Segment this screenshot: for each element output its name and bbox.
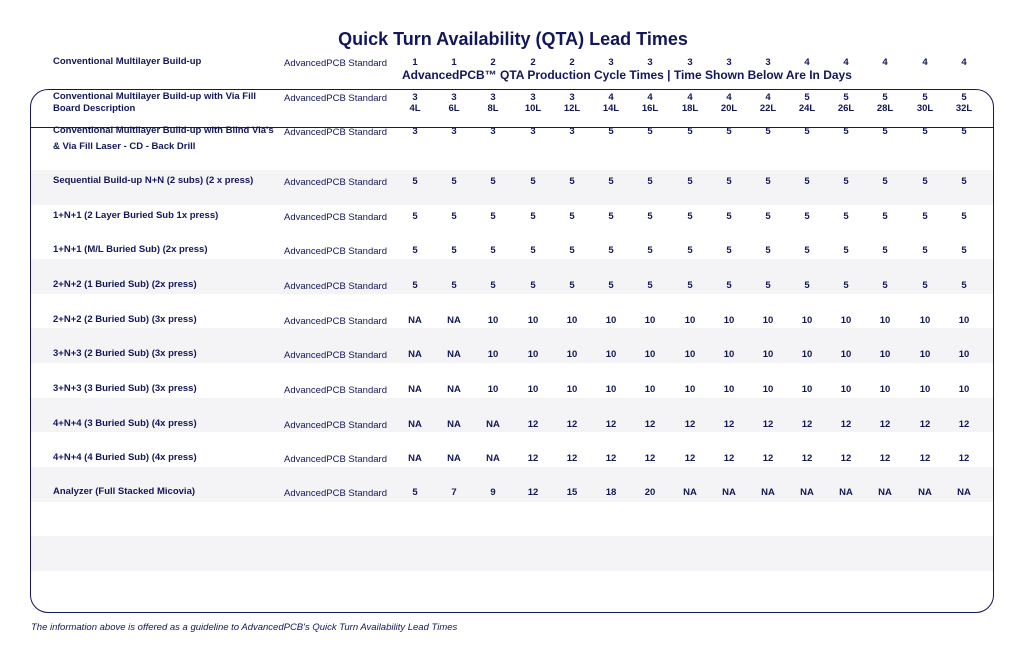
lead-time-cell: 10 (566, 349, 578, 360)
lead-time-cell: 10 (879, 384, 891, 395)
lead-time-cell: 10 (487, 384, 499, 395)
lead-time-cell: 12 (762, 419, 774, 430)
lead-time-cell: 10 (762, 384, 774, 395)
lead-time-cell: 5 (412, 487, 418, 498)
lead-time-cell: 10 (879, 349, 891, 360)
lead-time-cell: 5 (804, 92, 810, 103)
lead-time-cell: 3 (765, 57, 771, 68)
lead-time-cell: 2 (530, 57, 536, 68)
lead-time-cell: 20 (644, 487, 656, 498)
board-description: Conventional Multilayer Build-up with Via Fill (53, 91, 257, 102)
lead-time-cell: 5 (882, 280, 888, 291)
lead-time-cell: 12 (762, 453, 774, 464)
lead-time-cell: 10 (566, 384, 578, 395)
header-board-description: Board Description (53, 103, 136, 114)
lead-time-cell: 3 (569, 92, 575, 103)
lead-time-cell: 5 (451, 176, 457, 187)
lead-time-cell: 12 (801, 419, 813, 430)
lead-time-cell: 10 (644, 349, 656, 360)
lead-time-cell: 3 (412, 126, 418, 137)
lead-time-cell: 3 (530, 92, 536, 103)
lead-time-cell: 4 (843, 57, 849, 68)
lead-time-cell: 1 (412, 57, 418, 68)
lead-time-cell: NA (408, 453, 422, 464)
standard-label: AdvancedPCB Standard (284, 385, 387, 396)
board-description: 3+N+3 (2 Buried Sub) (3x press) (53, 348, 197, 359)
lead-time-cell: 3 (490, 92, 496, 103)
lead-time-cell: NA (447, 419, 461, 430)
lead-time-cell: 5 (843, 280, 849, 291)
lead-time-cell: 5 (804, 176, 810, 187)
board-description: 2+N+2 (2 Buried Sub) (3x press) (53, 314, 197, 325)
lead-time-cell: NA (957, 487, 971, 498)
lead-time-cell: 5 (922, 211, 928, 222)
lead-time-cell: 3 (490, 126, 496, 137)
lead-time-cell: 12 (644, 453, 656, 464)
lead-time-cell: 5 (961, 126, 967, 137)
lead-time-cell: 5 (882, 245, 888, 256)
lead-time-cell: 10 (723, 349, 735, 360)
lead-time-cell: 5 (687, 280, 693, 291)
table-row (31, 486, 993, 611)
board-description: 2+N+2 (1 Buried Sub) (2x press) (53, 279, 197, 290)
lead-time-cell: 5 (804, 126, 810, 137)
lead-time-cell: 5 (843, 211, 849, 222)
lead-time-cell: 5 (765, 126, 771, 137)
lead-time-cell: 12 (958, 419, 970, 430)
header-layer: 6L (448, 103, 460, 114)
lead-time-cell: 10 (527, 315, 539, 326)
board-description: 4+N+4 (4 Buried Sub) (4x press) (53, 452, 197, 463)
lead-time-cell: 12 (527, 487, 539, 498)
lead-time-cell: 12 (879, 453, 891, 464)
lead-time-cell: 12 (801, 453, 813, 464)
lead-time-cell: 5 (843, 126, 849, 137)
lead-time-cell: NA (800, 487, 814, 498)
lead-time-cell: 9 (490, 487, 496, 498)
lead-time-cell: 5 (451, 245, 457, 256)
lead-time-cell: 3 (647, 57, 653, 68)
lead-time-cell: 12 (958, 453, 970, 464)
lead-time-cell: 10 (605, 384, 617, 395)
lead-time-cell: 3 (451, 126, 457, 137)
lead-time-cell: 10 (762, 349, 774, 360)
lead-time-cell: 5 (647, 211, 653, 222)
lead-time-cell: NA (447, 453, 461, 464)
lead-time-cell: 5 (843, 92, 849, 103)
lead-time-cell: 12 (919, 419, 931, 430)
lead-time-cell: 10 (919, 384, 931, 395)
lead-time-cell: 5 (608, 126, 614, 137)
board-description: 4+N+4 (3 Buried Sub) (4x press) (53, 418, 197, 429)
lead-time-cell: 5 (530, 176, 536, 187)
lead-time-cell: 10 (919, 349, 931, 360)
standard-label: AdvancedPCB Standard (284, 350, 387, 361)
lead-time-cell: 12 (644, 419, 656, 430)
lead-time-cell: 5 (765, 211, 771, 222)
lead-time-cell: 5 (490, 211, 496, 222)
lead-time-cell: 3 (530, 126, 536, 137)
lead-time-cell: 5 (726, 126, 732, 137)
lead-time-cell: 5 (961, 280, 967, 291)
lead-time-cell: 4 (961, 57, 967, 68)
lead-time-cell: 5 (961, 92, 967, 103)
lead-time-cell: 5 (726, 176, 732, 187)
lead-time-cell: 10 (644, 384, 656, 395)
lead-time-cell: 4 (804, 57, 810, 68)
lead-time-cell: 10 (684, 349, 696, 360)
standard-label: AdvancedPCB Standard (284, 212, 387, 223)
lead-time-cell: 12 (919, 453, 931, 464)
lead-time-cell: NA (408, 349, 422, 360)
lead-time-cell: 5 (843, 176, 849, 187)
header-layer: 14L (602, 103, 620, 114)
lead-time-cell: NA (447, 384, 461, 395)
lead-time-cell: 5 (961, 245, 967, 256)
lead-time-cell: 3 (569, 126, 575, 137)
lead-time-cell: 5 (608, 211, 614, 222)
lead-time-cell: 5 (882, 126, 888, 137)
standard-label: AdvancedPCB Standard (284, 281, 387, 292)
lead-time-cell: 12 (605, 419, 617, 430)
standard-label: AdvancedPCB Standard (284, 93, 387, 104)
lead-time-cell: 12 (723, 453, 735, 464)
lead-time-cell: 5 (451, 211, 457, 222)
board-description: 1+N+1 (M/L Buried Sub) (2x press) (53, 244, 208, 255)
lead-time-cell: 5 (569, 176, 575, 187)
lead-time-cell: 10 (605, 349, 617, 360)
lead-time-cell: 12 (566, 453, 578, 464)
lead-time-cell: 12 (723, 419, 735, 430)
lead-time-cell: 5 (647, 245, 653, 256)
lead-time-cell: 4 (765, 92, 771, 103)
lead-time-cell: 5 (412, 211, 418, 222)
lead-time-cell: 5 (569, 280, 575, 291)
lead-time-cell: 10 (566, 315, 578, 326)
lead-time-cell: 5 (726, 245, 732, 256)
footnote: The information above is offered as a guideline to AdvancedPCB's Quick Turn Availability Lead Times (31, 622, 458, 633)
lead-time-cell: 12 (840, 453, 852, 464)
lead-time-cell: 10 (644, 315, 656, 326)
lead-time-cell: 10 (527, 384, 539, 395)
lead-time-cell: 5 (530, 211, 536, 222)
lead-time-cell: 5 (961, 176, 967, 187)
lead-time-cell: 5 (647, 126, 653, 137)
lead-time-cell: 5 (961, 211, 967, 222)
standard-label: AdvancedPCB Standard (284, 316, 387, 327)
lead-time-cell: 5 (412, 245, 418, 256)
lead-time-cell: 3 (726, 57, 732, 68)
lead-time-cell: 5 (569, 211, 575, 222)
lead-time-cell: 10 (723, 315, 735, 326)
lead-time-cell: 5 (882, 176, 888, 187)
lead-time-cell: 5 (647, 176, 653, 187)
lead-time-cell: NA (447, 315, 461, 326)
lead-time-cell: 12 (840, 419, 852, 430)
header-layer: 32L (955, 103, 973, 114)
lead-time-cell: NA (447, 349, 461, 360)
lead-time-cell: 5 (922, 245, 928, 256)
lead-time-cell: 12 (879, 419, 891, 430)
lead-time-cell: 5 (647, 280, 653, 291)
lead-time-cell: 5 (490, 245, 496, 256)
lead-time-cell: NA (761, 487, 775, 498)
header-layer: 24L (798, 103, 816, 114)
lead-time-cell: 10 (840, 315, 852, 326)
lead-time-cell: 10 (801, 315, 813, 326)
board-description: 1+N+1 (2 Layer Buried Sub 1x press) (53, 210, 219, 221)
lead-time-cell: 4 (647, 92, 653, 103)
lead-time-cell: 5 (490, 176, 496, 187)
lead-time-cell: 5 (804, 211, 810, 222)
lead-time-cell: NA (486, 419, 500, 430)
lead-time-cell: 15 (566, 487, 578, 498)
lead-time-cell: 12 (566, 419, 578, 430)
lead-time-cell: NA (918, 487, 932, 498)
lead-time-cell: 10 (723, 384, 735, 395)
header-layer: 18L (681, 103, 699, 114)
board-description: Analyzer (Full Stacked Micovia) (53, 486, 196, 497)
lead-time-cell: NA (722, 487, 736, 498)
lead-time-cell: 12 (527, 419, 539, 430)
lead-time-cell: NA (408, 384, 422, 395)
header-layer: 20L (720, 103, 738, 114)
lead-time-cell: 5 (412, 176, 418, 187)
header-layer: 4L (409, 103, 421, 114)
lead-time-cell: 12 (527, 453, 539, 464)
lead-time-cell: 5 (726, 211, 732, 222)
lead-time-cell: 5 (608, 176, 614, 187)
lead-time-cell: 5 (687, 126, 693, 137)
lead-time-cell: 10 (527, 349, 539, 360)
lead-time-cell: 12 (605, 453, 617, 464)
lead-time-cell: 4 (687, 92, 693, 103)
lead-time-cell: 5 (569, 245, 575, 256)
lead-time-cell: 10 (879, 315, 891, 326)
lead-time-cell: 10 (840, 349, 852, 360)
standard-label: AdvancedPCB Standard (284, 454, 387, 465)
standard-label: AdvancedPCB Standard (284, 177, 387, 188)
standard-label: AdvancedPCB Standard (284, 58, 387, 69)
header-layer: 12L (563, 103, 581, 114)
lead-time-cell: 1 (451, 57, 457, 68)
header-layer: 30L (916, 103, 934, 114)
header-layer: 28L (876, 103, 894, 114)
header-layer: 8L (487, 103, 499, 114)
lead-time-cell: 5 (843, 245, 849, 256)
lead-time-cell: 10 (958, 315, 970, 326)
lead-time-cell: 10 (605, 315, 617, 326)
lead-time-cell: NA (408, 315, 422, 326)
lead-time-cell: 2 (569, 57, 575, 68)
lead-time-cell: NA (839, 487, 853, 498)
lead-time-cell: 10 (919, 315, 931, 326)
header-layer: 10L (524, 103, 542, 114)
lead-time-cell: 10 (958, 349, 970, 360)
lead-time-cell: 5 (687, 245, 693, 256)
board-description: Conventional Multilayer Build-up with Blind Via's & Via Fill Laser - CD - Back Drill (53, 125, 274, 152)
header-layer: 22L (759, 103, 777, 114)
lead-time-cell: 5 (922, 92, 928, 103)
lead-time-cell: 10 (958, 384, 970, 395)
lead-time-cell: NA (486, 453, 500, 464)
lead-time-cell: 10 (840, 384, 852, 395)
board-description: Sequential Build-up N+N (2 subs) (2 x press) (53, 175, 254, 186)
lead-time-cell: 5 (922, 126, 928, 137)
lead-time-cell: NA (408, 419, 422, 430)
page-title: Quick Turn Availability (QTA) Lead Times (338, 29, 688, 49)
lead-time-cell: 5 (530, 245, 536, 256)
standard-label: AdvancedPCB Standard (284, 488, 387, 499)
lead-time-cell: 10 (801, 384, 813, 395)
lead-time-cell: 5 (687, 176, 693, 187)
lead-time-cell: 7 (451, 487, 457, 498)
header-layer: 26L (837, 103, 855, 114)
lead-time-cell: 3 (412, 92, 418, 103)
standard-label: AdvancedPCB Standard (284, 420, 387, 431)
lead-time-cell: 5 (804, 245, 810, 256)
board-description: 3+N+3 (3 Buried Sub) (3x press) (53, 383, 197, 394)
lead-time-cell: 3 (687, 57, 693, 68)
lead-time-cell: 2 (490, 57, 496, 68)
lead-time-cell: 5 (412, 280, 418, 291)
standard-label: AdvancedPCB Standard (284, 127, 387, 138)
lead-time-cell: 4 (608, 92, 614, 103)
lead-time-cell: 5 (882, 211, 888, 222)
lead-time-cell: NA (878, 487, 892, 498)
lead-time-cell: 10 (487, 315, 499, 326)
lead-time-cell: 10 (801, 349, 813, 360)
lead-time-cell: 4 (882, 57, 888, 68)
lead-time-cell: 5 (726, 280, 732, 291)
lead-time-cell: 5 (451, 280, 457, 291)
lead-time-cell: 10 (487, 349, 499, 360)
lead-time-cell: 5 (922, 280, 928, 291)
lead-time-cell: 3 (451, 92, 457, 103)
lead-time-cell: 12 (684, 419, 696, 430)
lead-time-cell: 3 (608, 57, 614, 68)
lead-time-cell: 5 (765, 176, 771, 187)
lead-time-cell: 5 (490, 280, 496, 291)
lead-time-cell: 18 (605, 487, 617, 498)
lead-time-cell: 10 (762, 315, 774, 326)
lead-time-cell: 4 (922, 57, 928, 68)
lead-time-cell: 4 (726, 92, 732, 103)
lead-time-cell: 5 (922, 176, 928, 187)
standard-label: AdvancedPCB Standard (284, 246, 387, 257)
lead-time-cell: 5 (804, 280, 810, 291)
lead-time-cell: 5 (608, 280, 614, 291)
header-layer: 16L (641, 103, 659, 114)
lead-time-cell: NA (683, 487, 697, 498)
lead-time-cell: 5 (608, 245, 614, 256)
board-description: Conventional Multilayer Build-up (53, 56, 202, 67)
lead-time-cell: 10 (684, 384, 696, 395)
lead-time-cell: 5 (765, 245, 771, 256)
lead-time-cell: 12 (684, 453, 696, 464)
lead-time-cell: 5 (530, 280, 536, 291)
lead-time-cell: 10 (684, 315, 696, 326)
table-subtitle: AdvancedPCB™ QTA Production Cycle Times | Time Shown Below Are In Days (402, 68, 852, 82)
lead-time-cell: 5 (765, 280, 771, 291)
lead-time-cell: 5 (687, 211, 693, 222)
lead-time-cell: 5 (882, 92, 888, 103)
